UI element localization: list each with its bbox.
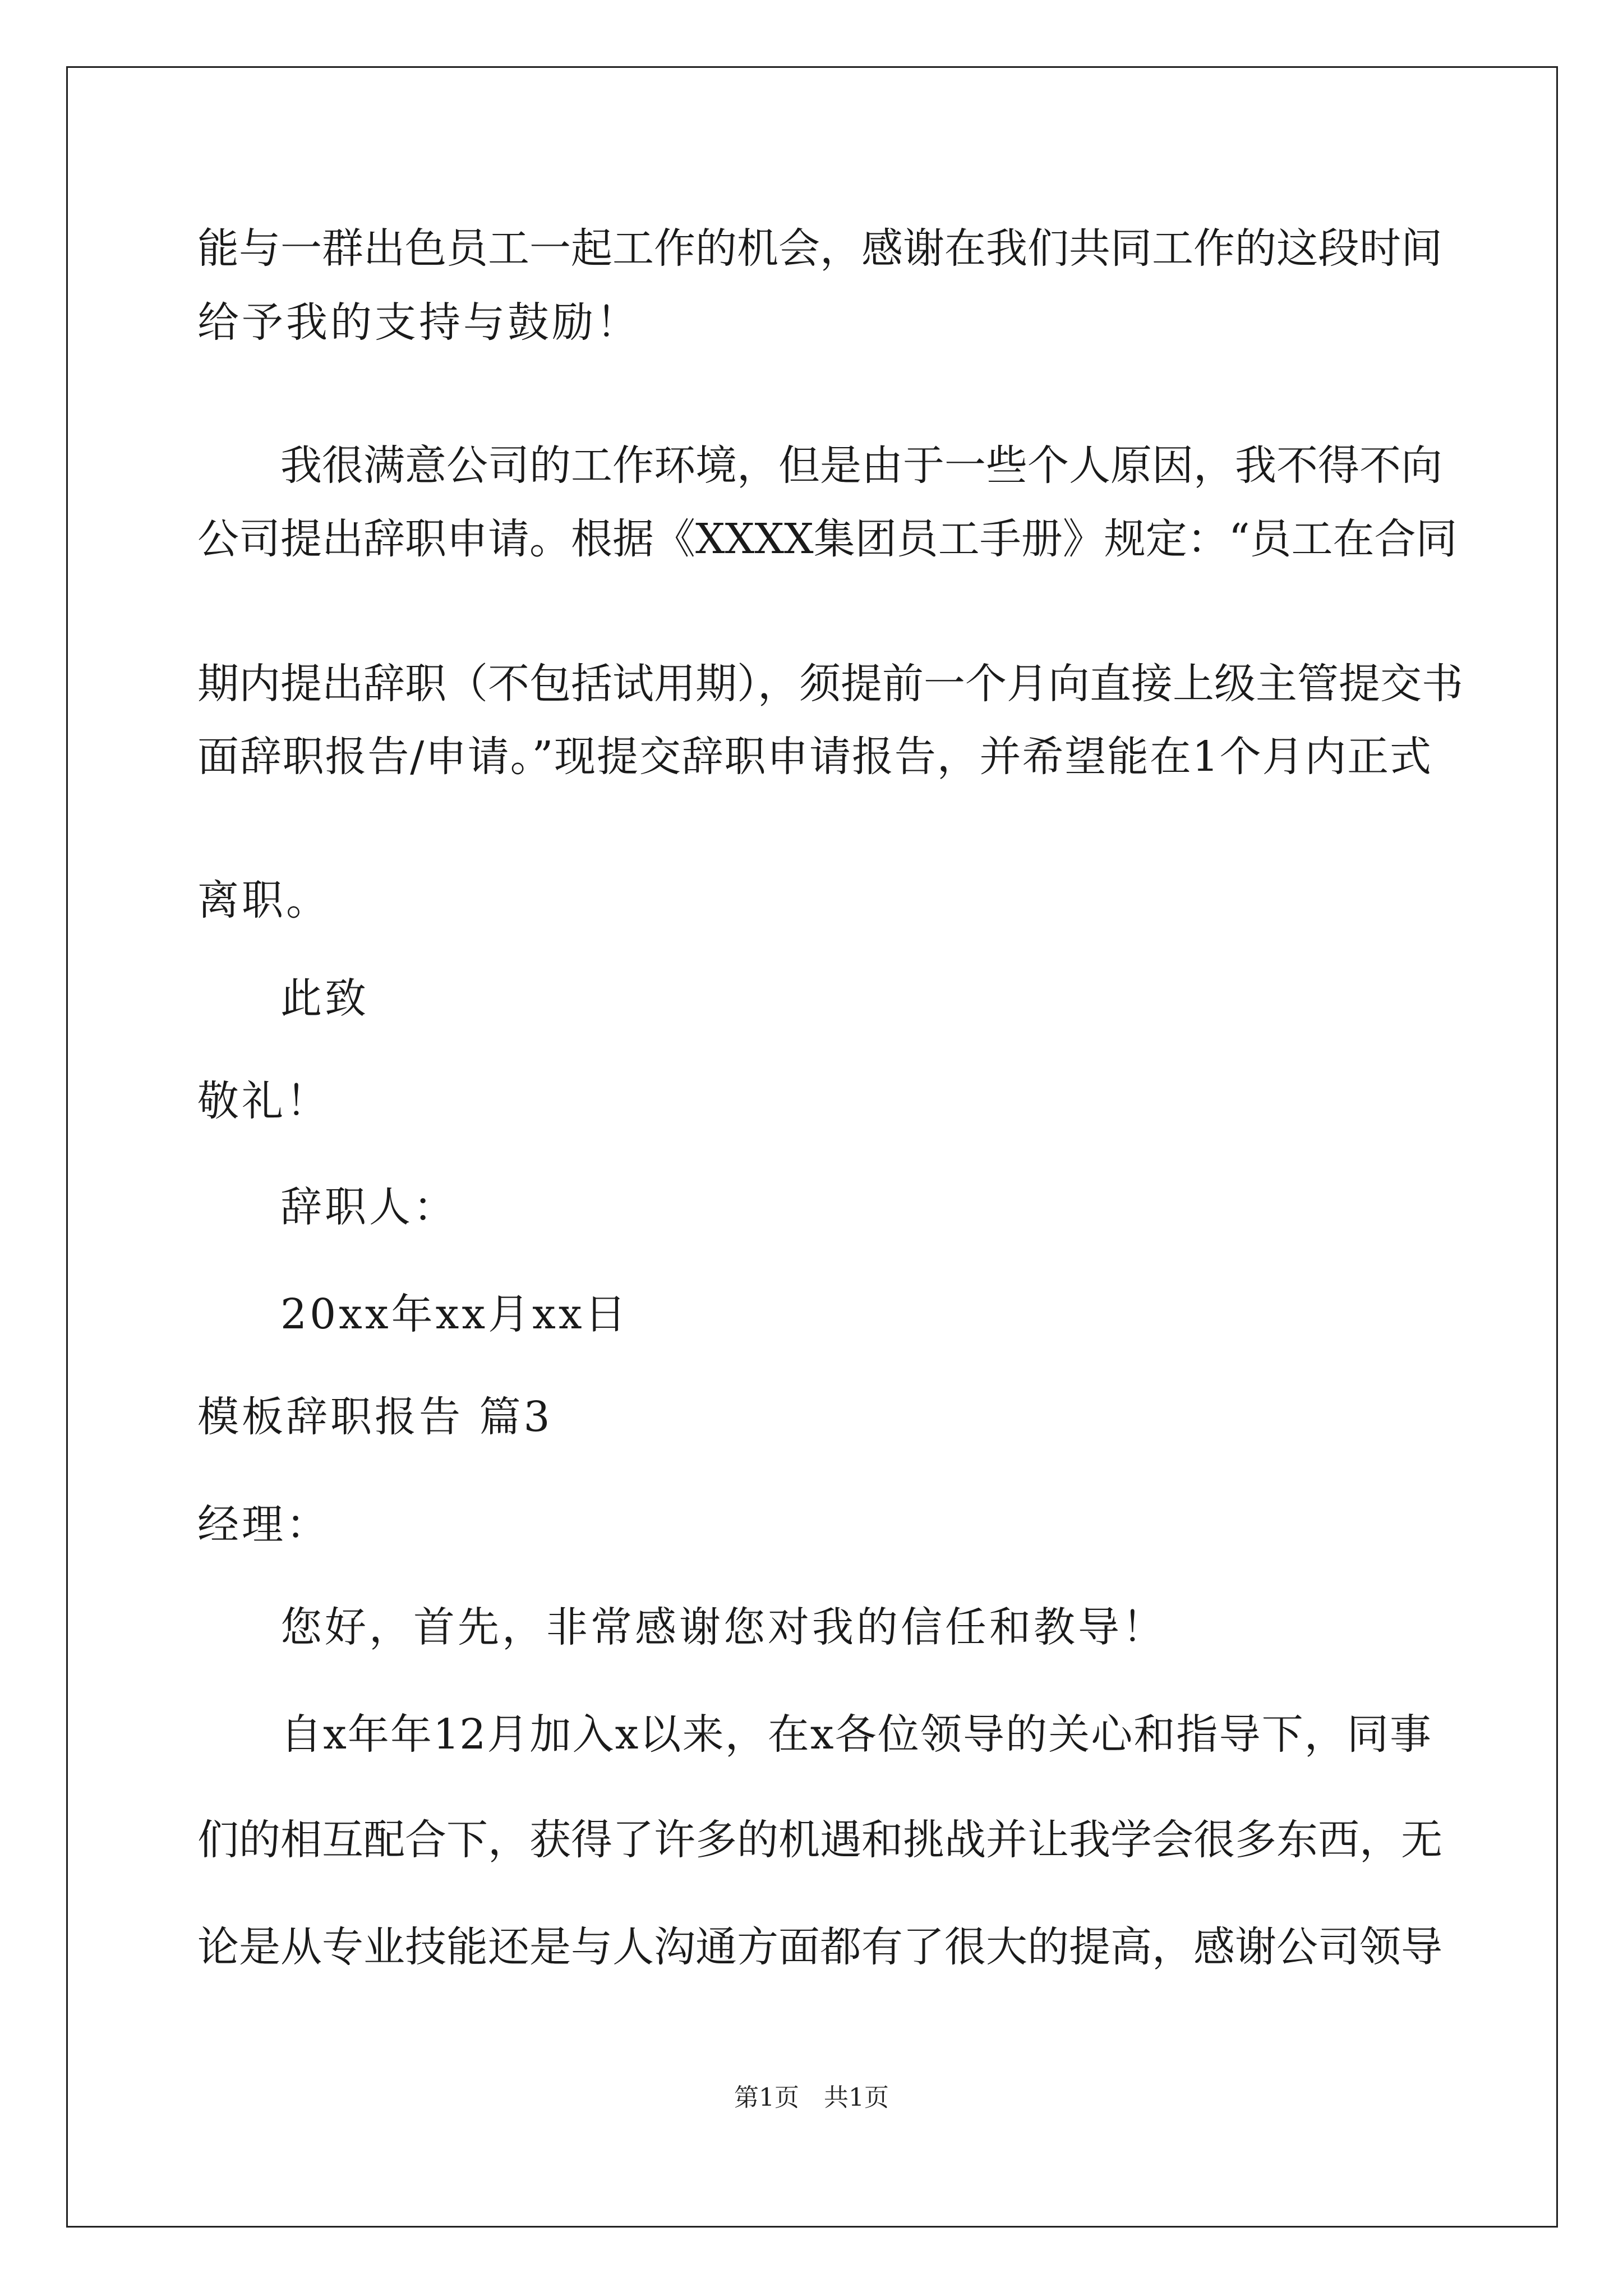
text-line: 能与一群出色员工一起工作的机会，感谢在我们共同工作的这段时间 xyxy=(197,224,1442,273)
text-line: 自x年年12月加入x以来，在x各位领导的关心和指导下，同事 xyxy=(280,1710,1431,1759)
page-footer: 第1页 共1页 xyxy=(734,2083,889,2112)
date-line: 20xx年xx月xx日 xyxy=(280,1290,629,1338)
signature-label: 辞职人： xyxy=(280,1183,458,1231)
closing-line: 此致 xyxy=(280,974,369,1023)
text-line: 我很满意公司的工作环境，但是由于一些个人原因，我不得不向 xyxy=(280,441,1442,490)
text-line: 给予我的支持与鼓励！ xyxy=(197,298,640,347)
page-border xyxy=(66,66,1558,2228)
greeting-line: 经理： xyxy=(197,1501,330,1549)
text-line: 面辞职报告/申请。”现提交辞职申请报告，并希望能在1个月内正式 xyxy=(197,733,1431,781)
text-line: 期内提出辞职（不包括试用期），须提前一个月向直接上级主管提交书 xyxy=(197,660,1463,708)
text-line: 论是从专业技能还是与人沟通方面都有了很大的提高，感谢公司领导 xyxy=(197,1923,1442,1971)
text-line: 您好，首先，非常感谢您对我的信任和教导！ xyxy=(280,1603,1166,1651)
text-line: 们的相互配合下，获得了许多的机遇和挑战并让我学会很多东西，无 xyxy=(197,1816,1442,1864)
salutation-line: 敬礼！ xyxy=(197,1077,330,1125)
section-title: 模板辞职报告 篇3 xyxy=(197,1393,553,1441)
text-line: 离职。 xyxy=(197,876,330,924)
text-line: 公司提出辞职申请。根据《XXXX集团员工手册》规定：“员工在合同 xyxy=(197,515,1458,563)
